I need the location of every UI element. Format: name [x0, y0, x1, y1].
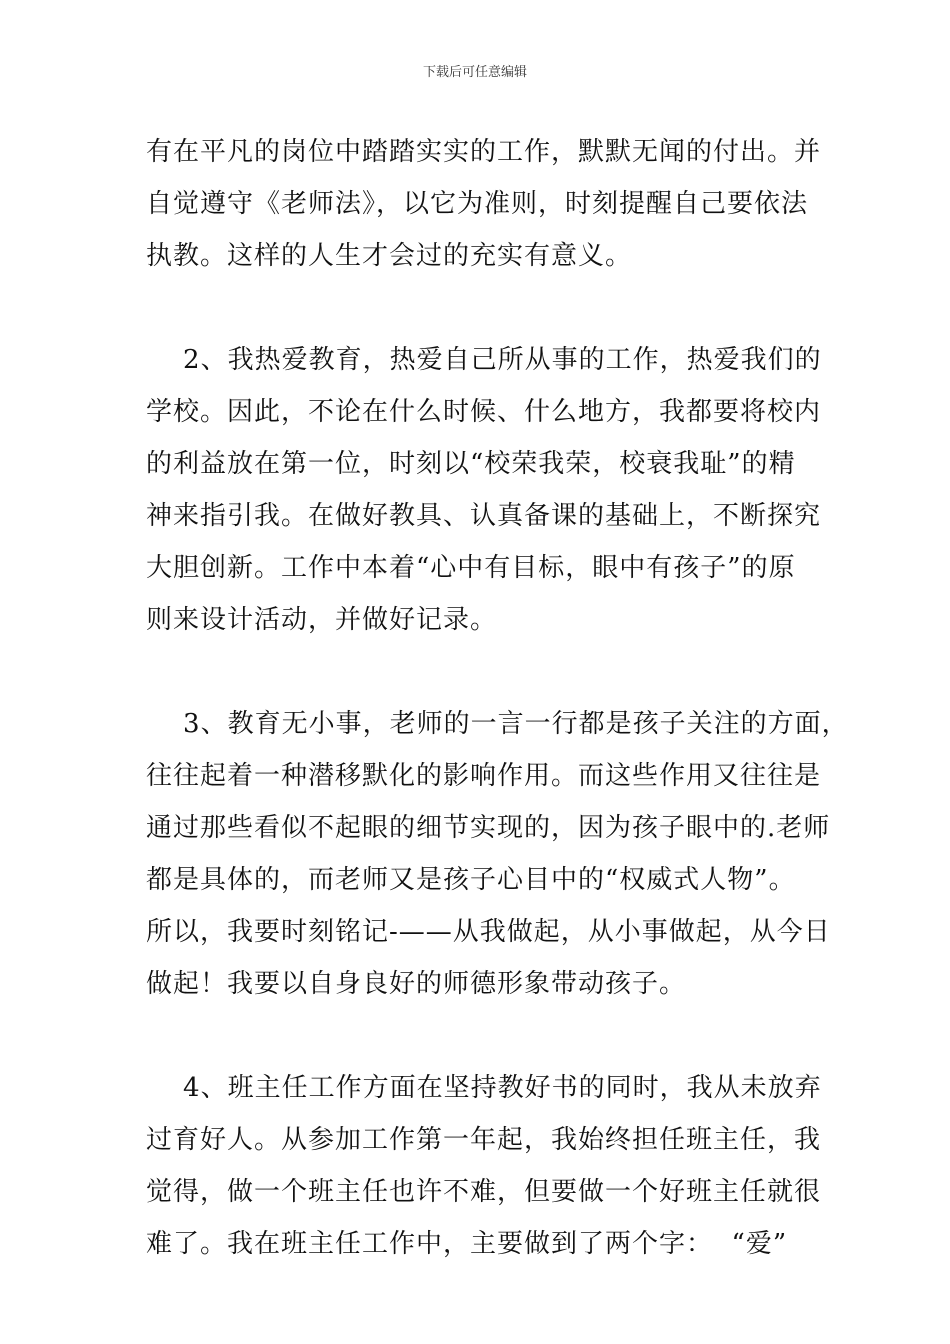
- text-line: 往往起着一种潜移默化的影响作用。而这些作用又往往是: [146, 761, 822, 791]
- text-line: 则来设计活动，并做好记录。: [146, 605, 498, 635]
- paragraph: [146, 334, 822, 646]
- paragraph-gap: [146, 646, 816, 698]
- text-line: 3、教育无小事，老师的一言一行都是孩子关注的方面，: [146, 709, 849, 739]
- text-line: 都是具体的，而老师又是孩子心目中的“权威式人物”。: [146, 865, 796, 895]
- paragraph: [146, 1062, 822, 1270]
- text-line: 有在平凡的岗位中踏踏实实的工作，默默无闻的付出。并: [146, 137, 822, 167]
- paragraph: [146, 126, 822, 282]
- text-line: 4、班主任工作方面在坚持教好书的同时，我从未放弃: [146, 1073, 822, 1103]
- document-body: [146, 126, 849, 1270]
- text-line: 通过那些看似不起眼的细节实现的，因为孩子眼中的.老师: [146, 813, 831, 843]
- text-line: 神来指引我。在做好教具、认真备课的基础上，不断探究: [146, 501, 822, 531]
- page-header-note: 下载后可任意编辑: [422, 65, 527, 80]
- text-line: 觉得，做一个班主任也许不难，但要做一个好班主任就很: [146, 1177, 822, 1207]
- text-line: 执教。这样的人生才会过的充实有意义。: [146, 241, 633, 271]
- text-line: 过育好人。从参加工作第一年起，我始终担任班主任，我: [146, 1125, 822, 1155]
- text-line: 学校。因此，不论在什么时候、什么地方，我都要将校内: [146, 397, 822, 427]
- text-line: 难了。我在班主任工作中，主要做到了两个字： “爱”: [146, 1229, 788, 1259]
- text-line: 的利益放在第一位，时刻以“校荣我荣，校衰我耻”的精: [146, 449, 796, 479]
- text-line: 大胆创新。工作中本着“心中有目标，眼中有孩子”的原: [146, 553, 796, 583]
- text-line: 做起！我要以自身良好的师德形象带动孩子。: [146, 969, 687, 999]
- text-line: 2、我热爱教育，热爱自己所从事的工作，热爱我们的: [146, 345, 822, 375]
- paragraph-gap: [146, 1010, 816, 1062]
- paragraph: [146, 698, 849, 1010]
- text-line: 自觉遵守《老师法》，以它为准则，时刻提醒自己要依法: [146, 189, 809, 219]
- text-line: 所以，我要时刻铭记-——从我做起，从小事做起，从今日: [146, 917, 831, 947]
- paragraph-gap: [146, 282, 816, 334]
